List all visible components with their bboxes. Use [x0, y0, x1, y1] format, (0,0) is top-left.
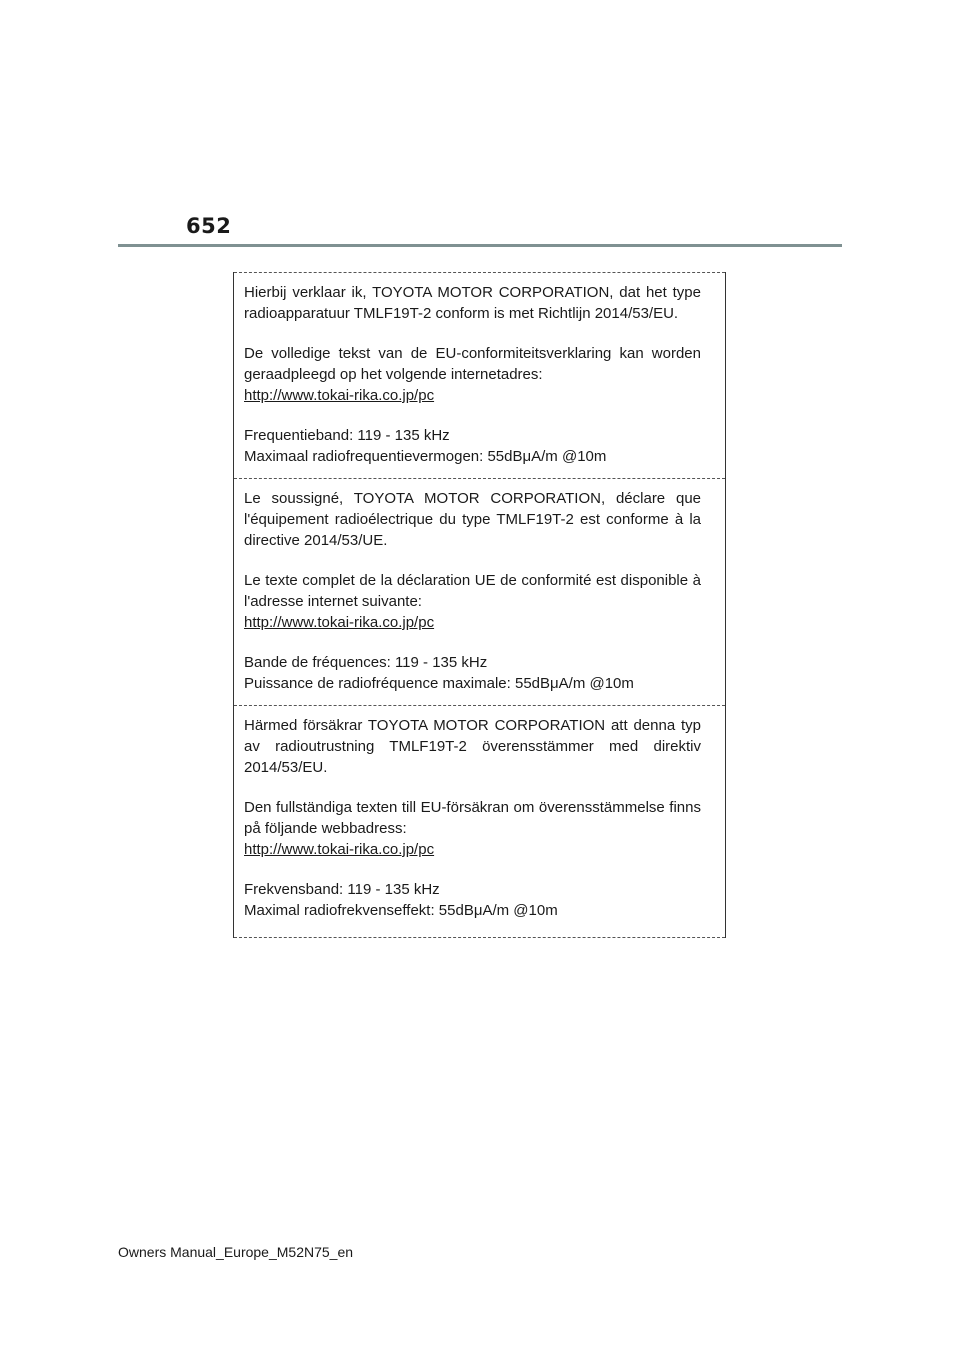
declaration-section-dutch	[234, 272, 725, 478]
footer-manual-id: Owners Manual_Europe_M52N75_en	[118, 1244, 354, 1260]
header-rule	[118, 244, 842, 247]
declaration-url-link[interactable]: http://www.tokai-rika.co.jp/pc	[244, 614, 435, 631]
declaration-text: Härmed försäkrar TOYOTA MOTOR CORPORATION att denna typ av radioutrustning TMLF19T-2 överensstämmer med direktiv 2014/53/EU.	[244, 717, 701, 776]
frequency-band: Frekvensband: 119 - 135 kHz	[244, 881, 440, 898]
max-power: Maximaal radiofrequentievermogen: 55dBμA/m @10m	[244, 448, 607, 465]
full-text-notice: Le texte complet de la déclaration UE de conformité est disponible à l'adresse internet suivante:	[244, 572, 701, 610]
declaration-section-swedish	[234, 705, 725, 938]
declaration-text: Le soussigné, TOYOTA MOTOR CORPORATION, déclare que l'équipement radioélectrique du type TMLF19T-2 est conforme à la directive 2014/53/UE.	[244, 490, 701, 549]
full-text-notice: Den fullständiga texten till EU-försäkran om överensstämmelse finns på följande webbadress:	[244, 799, 701, 837]
declaration-section-french	[234, 478, 725, 705]
declaration-text: Hierbij verklaar ik, TOYOTA MOTOR CORPORATION, dat het type radioapparatuur TMLF19T-2 conform is met Richtlijn 2014/53/EU.	[244, 284, 701, 322]
declaration-url-link[interactable]: http://www.tokai-rika.co.jp/pc	[244, 387, 435, 404]
declaration-url-link[interactable]: http://www.tokai-rika.co.jp/pc	[244, 841, 435, 858]
declaration-box	[233, 272, 726, 938]
max-power: Puissance de radiofréquence maximale: 55dBμA/m @10m	[244, 675, 634, 692]
frequency-band: Frequentieband: 119 - 135 kHz	[244, 427, 450, 444]
max-power: Maximal radiofrekvenseffekt: 55dBμA/m @10m	[244, 902, 558, 919]
full-text-notice: De volledige tekst van de EU-conformiteitsverklaring kan worden geraadpleegd op het volgende internetadres:	[244, 345, 701, 383]
page-number: 652	[186, 214, 232, 238]
frequency-band: Bande de fréquences: 119 - 135 kHz	[244, 654, 488, 671]
